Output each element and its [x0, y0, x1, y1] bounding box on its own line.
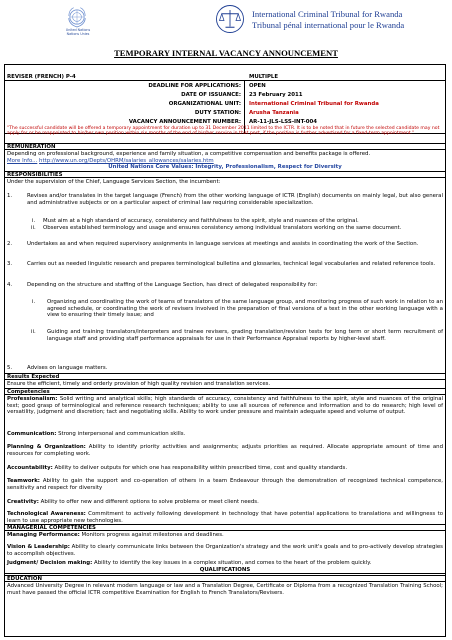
qualifications-title: QUALIFICATIONS: [5, 567, 445, 574]
competency-text: Commitment to actively following development in technology that have potential applications to translations and willingness to learn to use appropriate new technologies.: [7, 511, 443, 524]
competency-label: Vision & Leadership:: [7, 544, 70, 550]
sub-item-4-ii: Guiding and training translators/interpreters and trainee revisers, grading translation/revision tests for long term or short term recruitment of language staff and providing staff performance appraisals for use in their Performance Appraisal reports by higher-level staff.: [47, 329, 443, 342]
competency-label: Professionalism:: [7, 396, 58, 402]
un-name-en: United Nations: [65, 28, 91, 32]
letterhead: [0, 0, 452, 46]
item-number: 1.: [7, 193, 13, 199]
sub-item-1-ii: Observes established terminology and usage and ensures consistency among individual translators working on the same document.: [43, 225, 402, 231]
managerial-title: MANAGERIAL COMPETENCIES: [5, 524, 445, 531]
post-title: REVISER (FRENCH) P-4: [7, 74, 76, 80]
appointment-notice: "The successful candidate will be offered a temporary appointment for duration up to 31 December 2011 limited to the ICTR. It is to be noted that in future the selected candidate may not apply for or be reappointed to his/her own position within six months of the end of his/her service in that post, if the position is further advertised for a fixed-term appointment.": [7, 126, 440, 137]
responsibility-item-3: Carries out as needed linguistic research and prepares terminological bulletins and glossaries, technical legal vocabularies and related reference tools.: [27, 261, 436, 267]
results-title: Results Expected: [5, 373, 445, 380]
education-text: Advanced University Degree in relevant modern language or law and a Translation Degree, Certificate or Diploma from a recognized Translation Training School; must have passed the official ICTR competitive Examination for English to French Translators/Revisers.: [7, 583, 443, 596]
vacancy-number-value: AR-11-JLS-LSS-INT-004: [249, 119, 317, 125]
ictr-scales-icon: [215, 4, 245, 34]
competency-text: Ability to identify priority activities and assignments; adjusts priorities as required. Allocate appropriate amount of time and resources for completing work.: [7, 444, 443, 457]
responsibility-item-2: Undertakes as and when required supervisory assignments in language services at meetings and assists in coordinating the work of the Section.: [27, 241, 419, 247]
competency-technology: [7, 511, 443, 524]
competency-text: Ability to identify the key issues in a complex situation, and comes to the heart of the problem quickly.: [92, 560, 372, 566]
sub-item-1-i: Must aim at a high standard of accuracy, consistency and faithfulness to the spirit, style and nuances of the original.: [43, 218, 359, 224]
competency-label: Managing Performance:: [7, 532, 80, 538]
salaries-url-link[interactable]: http://www.un.org/Depts/OHRM/salaries_allowances/salaries.htm: [39, 158, 214, 164]
competency-text: Solid writing and analytical skills; high standards of accuracy, consistency and faithfulness to the spirit, style and nuances of the original text; good grasp of terminological and reference research techniques; ability to use all sources of reference and information and to do research; high level of versatility, judgment and discretion; tact and negotiating skills. Ability to work under pressure and maintain adequate speed and volume of output.: [7, 396, 443, 416]
competency-text: Monitors progress against milestones and deadlines.: [79, 532, 224, 538]
remuneration-text: Depending on professional background, experience and family situation, a competitive compensation and benefits package is offered.: [7, 151, 371, 157]
un-emblem-icon: [66, 6, 88, 28]
responsibility-item-4: Depending on the structure and staffing of the Language Section, has direct of delegated responsibility for:: [27, 282, 318, 288]
competency-label: Planning & Organization:: [7, 444, 86, 450]
page-title: TEMPORARY INTERNAL VACANCY ANNOUNCEMENT: [114, 48, 338, 58]
managerial-judgment: [7, 560, 443, 567]
un-name: [56, 28, 100, 36]
org-unit-value: International Criminal Tribunal for Rwanda: [249, 101, 379, 107]
competency-accountability: [7, 465, 443, 472]
competency-label: Technological Awareness:: [7, 511, 86, 517]
education-title: EDUCATION: [5, 575, 445, 582]
responsibility-item-5: Advises on language matters.: [27, 365, 108, 371]
vacancy-table: [4, 64, 446, 637]
sub-item-number: ii.: [31, 225, 36, 231]
sub-item-number: i.: [32, 218, 36, 224]
item-number: 4.: [7, 282, 13, 288]
responsibilities-intro: Under the supervision of the Chief, Language Services Section, the incumbent:: [7, 179, 221, 185]
remuneration-title: REMUNERATION: [5, 143, 445, 150]
sub-item-number: i.: [32, 299, 36, 305]
issuance-label: DATE OF ISSUANCE:: [181, 92, 241, 98]
multiple-label: MULTIPLE: [249, 74, 279, 80]
competency-label: Accountability:: [7, 465, 53, 471]
competency-label: Teamwork:: [7, 478, 40, 484]
duty-station-label: DUTY STATION:: [194, 110, 241, 116]
managerial-vision: [7, 544, 443, 557]
un-name-fr: Nations Unies: [66, 32, 90, 36]
item-number: 2.: [7, 241, 13, 247]
competencies-title: Competencies: [5, 388, 445, 395]
ictr-name-fr: Tribunal pénal international pour le Rwanda: [252, 20, 405, 30]
competency-planning: [7, 444, 443, 457]
competency-label: Creativity:: [7, 499, 39, 505]
sub-item-4-i: Organizing and coordinating the work of teams of translators of the same language group, and monitoring progress of such work in relation to an agreed schedule, or coordinating the work of revisers involved in the preparation of final versions of a text in the other working language with a view to ensuring their timely issue; and: [47, 299, 443, 319]
deadline-label: DEADLINE FOR APPLICATIONS:: [148, 83, 241, 89]
competency-professionalism: [7, 396, 443, 416]
competency-creativity: [7, 499, 443, 506]
deadline-value: OPEN: [249, 83, 266, 89]
sub-item-number: ii.: [31, 329, 36, 335]
results-text: Ensure the efficient, timely and orderly provision of high quality revision and translation services.: [7, 381, 271, 387]
competency-text: Ability to gain the support and co-operation of others in a team Endeavour through the demonstration of recognized technical competence, sensitivity and respect for diversity: [7, 478, 443, 491]
competency-text: Ability to deliver outputs for which one has responsibility within prescribed time, cost and quality standards.: [52, 465, 348, 471]
core-values: United Nations Core Values: Integrity, Professionalism, Respect for Diversity: [108, 164, 342, 170]
competency-text: Strong interpersonal and communication skills.: [56, 431, 186, 437]
duty-station-value: Arusha Tanzania: [249, 110, 299, 116]
ictr-name-en: International Criminal Tribunal for Rwanda: [252, 9, 403, 19]
responsibility-item-1: Revises and/or translates in the target language (French) from the other working language of ICTR (English) documents on mainly legal, but also general and administrative subjects or on a particular aspect of criminal law requiring considerable specialization.: [27, 193, 443, 206]
org-unit-label: ORGANIZATIONAL UNIT:: [168, 101, 241, 107]
competency-label: Judgment/ Decision making:: [7, 560, 93, 566]
competency-communication: [7, 431, 443, 438]
competency-label: Communication:: [7, 431, 57, 437]
competency-text: Ability to clearly communicate links between the Organization's strategy and the work unit's goals and to pro-actively develop strategies to accomplish objectives.: [7, 544, 443, 557]
more-info-link[interactable]: More Info...: [7, 158, 38, 164]
competency-teamwork: [7, 478, 443, 491]
competency-text: Ability to offer new and different options to solve problems or meet client needs.: [38, 499, 259, 505]
responsibilities-title: RESPONSIBILITIES: [5, 171, 445, 178]
item-number: 3.: [7, 261, 13, 267]
managerial-performance: [7, 532, 443, 539]
vacancy-number-label: VACANCY ANNOUNCEMENT NUMBER:: [128, 119, 241, 125]
issuance-value: 23 February 2011: [249, 92, 303, 98]
item-number: 5.: [7, 365, 13, 371]
